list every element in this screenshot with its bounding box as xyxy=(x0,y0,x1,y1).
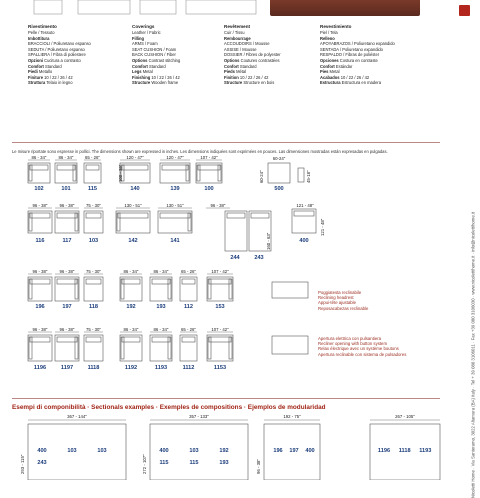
spec-label: Comfort xyxy=(28,63,44,69)
spec-label: Options xyxy=(224,57,240,63)
dimension-label: 86 - 34" xyxy=(123,327,139,332)
module-code: 1192 xyxy=(124,365,138,371)
dimension-label: 96 - 38" xyxy=(32,269,48,274)
module-outline xyxy=(84,163,101,183)
module-armrest xyxy=(188,213,191,231)
spec-label: Options xyxy=(132,57,148,63)
dimension-label: 96 - 38" xyxy=(32,203,48,208)
dimension-label: 75 - 30" xyxy=(86,327,101,332)
spec-value: Métal xyxy=(234,69,247,75)
module-code: 118 xyxy=(88,304,99,310)
module-armrest xyxy=(29,165,32,181)
module-code: 141 xyxy=(170,238,180,244)
module-backrest xyxy=(86,337,101,342)
spec-value: Pelle / Tessuto xyxy=(28,30,55,35)
module-code: 1197 xyxy=(60,365,74,371)
spec-label: Structure xyxy=(224,80,243,86)
module-backrest xyxy=(86,213,101,218)
module-backrest xyxy=(294,211,314,216)
example-width: 192 - 75" xyxy=(283,414,301,419)
module-code: 115 xyxy=(87,186,98,192)
spec-title: Coverings xyxy=(132,24,155,29)
spec-label: Pieds xyxy=(224,69,235,75)
module-outline xyxy=(120,163,150,183)
module-outline xyxy=(28,277,52,301)
spec-label: Finishing xyxy=(132,74,151,80)
module-code: 1193 xyxy=(154,365,168,371)
legend-line: Reposacabezas reclinable xyxy=(318,305,369,311)
recliner-icon-outline xyxy=(272,282,308,298)
dimension-label: 96 - 38" xyxy=(59,327,75,332)
module-code: 400 xyxy=(299,238,309,244)
legend-line: Reclining headrest xyxy=(318,295,354,301)
spec-label: Rembourrage xyxy=(224,35,251,41)
dimension-label: 107 - 42" xyxy=(211,327,229,332)
spec-value: APOYABRAZOS / Poliuretano expandido xyxy=(320,41,395,47)
module-outline xyxy=(116,211,150,233)
module-outline xyxy=(55,163,77,183)
module-outline xyxy=(150,277,172,301)
spec-value: Costura en contraste xyxy=(338,57,378,63)
module-armrest xyxy=(29,337,32,359)
spec-label: Finition xyxy=(224,74,239,80)
spec-value: SEAT CUSHION / Foam xyxy=(132,46,177,52)
spec-value: Piel / Tela xyxy=(320,30,338,35)
spec-value: ACCOUDOIRS / Mousse xyxy=(224,41,270,47)
module-armrest xyxy=(208,279,211,299)
pouf-side-dimension: 60-24" xyxy=(259,170,264,183)
spec-value: ASSISE / Mousse xyxy=(224,46,257,52)
module-backrest xyxy=(198,165,220,170)
dimension-label: 86 - 34" xyxy=(58,155,74,160)
spec-label: Opciones xyxy=(320,57,339,63)
divider-bottom xyxy=(12,398,440,399)
module-code: 1153 xyxy=(213,365,227,371)
spec-label: Finiture xyxy=(28,74,44,80)
example-width: 367 - 144" xyxy=(67,414,87,419)
section-title-examples: Esempi di componibilità · Sectionals examples · Exemples de compositions · Ejemplos de modularidad xyxy=(12,404,326,411)
dimension-label: 65 - 26" xyxy=(85,155,100,160)
module-code: 103 xyxy=(88,238,99,244)
module-code: 196 xyxy=(35,304,45,310)
example-depth: 293 - 115" xyxy=(20,454,25,474)
module-outline xyxy=(180,277,197,301)
example-code: 192 xyxy=(219,448,229,454)
spec-value: BACK CUSHION / Fiber xyxy=(132,52,176,58)
spec-label: Confort xyxy=(320,63,335,69)
spec-label: Pies xyxy=(320,69,329,75)
pouf-outline xyxy=(268,163,290,183)
spec-value: Contrast stitching xyxy=(147,57,181,63)
module-outline xyxy=(28,163,50,183)
side-contact-strip xyxy=(466,211,480,498)
spec-value: Metallo xyxy=(37,69,53,75)
dimension-label: 130 - 51" xyxy=(124,203,142,208)
module-backrest xyxy=(30,213,50,218)
dimension-label: 96 - 38" xyxy=(59,269,75,274)
spec-title: Rivestimento xyxy=(28,24,57,29)
module-outline xyxy=(28,335,52,361)
module-code: 100 xyxy=(204,186,214,192)
spec-value: Structure en bois xyxy=(242,80,275,86)
module-backrest xyxy=(30,165,48,170)
example-code: 115 xyxy=(159,460,169,466)
legend-recliner xyxy=(318,336,406,357)
module-backrest xyxy=(86,279,101,284)
module-backrest xyxy=(152,337,170,342)
module-armrest xyxy=(218,165,221,181)
module-code: 193 xyxy=(156,304,166,310)
module-code: 139 xyxy=(170,186,180,192)
module-code: 140 xyxy=(130,186,140,192)
module-backrest xyxy=(30,337,50,342)
module-code: 1118 xyxy=(87,365,100,371)
legend-headrest xyxy=(318,290,368,311)
spec-label: Legs xyxy=(132,69,142,75)
dimension-label: 107 - 42" xyxy=(200,155,218,160)
module-armrest xyxy=(29,213,32,231)
module-backrest xyxy=(209,337,231,342)
module-backrest xyxy=(227,213,245,218)
dimension-label: 86 - 34" xyxy=(31,155,47,160)
spec-label: Relleno xyxy=(320,35,335,41)
spec-value: 10 / 22 / 26 / 42 xyxy=(339,74,370,80)
depth-label: 100 - 39" xyxy=(118,164,123,182)
spec-value: Telaio in legno xyxy=(45,80,73,86)
spec-value: BRACCIOLI / Poliuretano espanso xyxy=(28,41,91,47)
module-code: 1196 xyxy=(33,365,47,371)
dimension-label: 96 - 38" xyxy=(59,203,75,208)
module-backrest xyxy=(152,279,170,284)
pouf-side-outline xyxy=(298,168,304,182)
spec-value: SPALLIERA / Fibra di poliestere xyxy=(28,52,86,58)
module-code: 192 xyxy=(126,304,136,310)
spec-label: Opzioni xyxy=(28,57,44,63)
module-outline xyxy=(180,335,197,361)
module-outline xyxy=(160,163,190,183)
spec-title: Revêtement xyxy=(224,24,251,29)
module-backrest xyxy=(160,213,190,218)
dimension-label: 86 - 34" xyxy=(153,269,169,274)
spec-label: Acabados xyxy=(320,74,340,80)
dimension-label: 121 - 48" xyxy=(296,203,314,208)
module-armrest xyxy=(168,279,171,299)
module-backrest xyxy=(57,213,77,218)
spec-value: Cuir / Tissu xyxy=(224,30,245,35)
recliner-icon-outline xyxy=(272,336,308,354)
legend-line: Recliner opening with button system xyxy=(318,341,388,347)
example-depth: 272 - 107" xyxy=(142,454,147,474)
spec-label: Estructura xyxy=(320,80,341,86)
side-dimension: 121 - 48" xyxy=(320,218,325,236)
module-code: 243 xyxy=(254,255,264,261)
module-outline xyxy=(55,335,79,361)
spec-title: Revestimiento xyxy=(320,24,352,29)
example-code: 1196 xyxy=(377,448,391,454)
module-backrest xyxy=(30,279,50,284)
legend-line: Poggiatesta reclinabile xyxy=(318,290,362,295)
example-code: 103 xyxy=(97,448,107,454)
module-outline xyxy=(158,211,192,233)
module-armrest xyxy=(75,213,78,231)
dimension-label: 120 - 47" xyxy=(166,155,184,160)
spec-value: Coutures contrastées xyxy=(239,57,280,63)
spec-value: RESPALDO / Fibras de poliéster xyxy=(320,52,380,58)
module-code: 153 xyxy=(215,304,225,310)
spec-value: Standard xyxy=(238,63,257,69)
spec-value: ARMS / Foam xyxy=(132,41,158,47)
module-outline xyxy=(84,277,103,301)
spec-value: Leather / Fabric xyxy=(132,30,161,35)
module-code: 142 xyxy=(128,238,138,244)
module-backrest xyxy=(182,279,195,284)
legend-line: Apertura elettrica con pulsantiera xyxy=(318,336,382,341)
dimensions-note: Le misure riportate sono espresse in pollici. The dimensions shown are expressed in inches. Les dimensions indiquées sont exprimées en pouces. Las dimensiones mostradas están expresadas en pulgadas. xyxy=(12,149,388,154)
dimension-label: 86 - 34" xyxy=(123,269,139,274)
module-armrest xyxy=(197,165,200,181)
dimension-label: 130 - 51" xyxy=(166,203,184,208)
pouf-code: 500 xyxy=(274,186,284,192)
module-code: 116 xyxy=(35,238,45,244)
module-outline xyxy=(120,277,142,301)
spec-value: Estándar xyxy=(334,63,353,69)
module-backrest xyxy=(122,337,140,342)
module-armrest xyxy=(121,337,124,359)
example-code: 1118 xyxy=(398,448,411,454)
spec-label: Struttura xyxy=(28,80,46,86)
module-code: 102 xyxy=(34,186,44,192)
corner-outline xyxy=(292,209,316,233)
spec-value: Standard xyxy=(43,63,62,69)
module-outline xyxy=(55,277,79,301)
module-code: 101 xyxy=(61,186,71,192)
dimension-label: 96 - 38" xyxy=(32,327,48,332)
legend-line: Appui-tête ajustable xyxy=(318,300,356,306)
example-width: 357 - 133" xyxy=(189,414,209,419)
dimension-label: 75 - 30" xyxy=(86,203,101,208)
spec-value: 10 / 22 / 26 / 42 xyxy=(43,74,73,80)
module-code: 117 xyxy=(62,238,72,244)
spec-value: Estructura en madera xyxy=(340,80,381,86)
example-code: 193 xyxy=(219,460,229,466)
example-depth: 96 - 38" xyxy=(256,459,261,474)
module-code: 197 xyxy=(62,304,72,310)
spec-value: 10 / 22 / 26 / 42 xyxy=(150,74,180,80)
module-backrest xyxy=(57,337,77,342)
module-outline xyxy=(28,211,52,233)
module-armrest xyxy=(121,279,124,299)
example-code: 400 xyxy=(37,448,47,454)
module-armrest xyxy=(29,279,32,299)
example-code: 103 xyxy=(189,448,199,454)
module-outline xyxy=(84,335,103,361)
dimension-label: 86 - 34" xyxy=(153,327,169,332)
side-dimension: 160 - 63" xyxy=(266,232,271,250)
side-contact-text: Nicoletti Home · Via Santeramo, 3022 Altamura (BA) Italy · Tel + 39 080 3106011 · Fax +39 080 3106030 · www.nicolettihome.it · info@nicolettihome.it xyxy=(470,211,476,498)
module-armrest xyxy=(117,213,120,231)
dimension-label: 65 - 26" xyxy=(181,269,196,274)
module-backrest xyxy=(57,279,77,284)
module-backrest xyxy=(122,165,148,170)
module-outline xyxy=(84,211,103,233)
module-armrest xyxy=(75,279,78,299)
example-code: 115 xyxy=(189,460,199,466)
spec-label: Structure xyxy=(132,80,151,86)
spec-label: Piedi xyxy=(28,69,38,75)
module-armrest xyxy=(186,165,189,181)
module-outline xyxy=(120,335,142,361)
example-code: 103 xyxy=(67,448,77,454)
example-code: 400 xyxy=(305,448,315,454)
spec-value: Standard xyxy=(147,63,166,69)
pouf-height: 45-18" xyxy=(306,170,311,183)
example-code: 197 xyxy=(289,448,299,454)
spec-value: Wooden frame xyxy=(150,80,179,86)
module-outline xyxy=(55,211,79,233)
spec-value: 10 / 22 / 26 / 42 xyxy=(238,74,269,80)
module-backrest xyxy=(86,165,99,170)
module-backrest xyxy=(57,165,75,170)
module-code: 244 xyxy=(230,255,240,261)
module-code: 112 xyxy=(183,304,194,310)
spec-value: DOSSIER / Fibres de polyester xyxy=(224,52,281,58)
spec-value: Cucitura a contrasto xyxy=(43,57,81,63)
module-backrest xyxy=(182,337,195,342)
dimension-label: 65 - 26" xyxy=(181,327,196,332)
module-armrest xyxy=(229,279,232,299)
dimension-label: 96 - 38" xyxy=(210,203,226,208)
module-backrest xyxy=(118,213,148,218)
module-armrest xyxy=(229,337,232,359)
chaise-outline xyxy=(225,211,247,251)
dimension-label: 107 - 42" xyxy=(211,269,229,274)
module-outline xyxy=(150,335,172,361)
module-backrest xyxy=(122,279,140,284)
pouf-dimension: 60-24" xyxy=(272,156,286,161)
spec-label: Comfort xyxy=(132,63,148,69)
dimension-label: 120 - 47" xyxy=(126,155,144,160)
spec-value: SENTADA / Poliuretano expandido xyxy=(320,46,383,52)
module-armrest xyxy=(208,337,211,359)
spec-value: Metal xyxy=(328,69,340,75)
module-code: 1112 xyxy=(182,365,195,371)
legend-line: Apertura reclinable con sistema de pulsadores xyxy=(318,351,407,357)
module-armrest xyxy=(73,165,76,181)
dimension-label: 75 - 30" xyxy=(86,269,101,274)
example-code: 400 xyxy=(159,448,169,454)
module-armrest xyxy=(75,337,78,359)
example-code: 196 xyxy=(273,448,283,454)
spec-label: Confort xyxy=(224,63,239,69)
example-width: 267 - 105" xyxy=(395,414,415,419)
module-backrest xyxy=(251,213,269,218)
example-code: 243 xyxy=(37,460,47,466)
spec-label: Imbottitura xyxy=(28,35,50,41)
legend-line: Relax électrique avec un système boutons xyxy=(318,346,399,352)
example-code: 1193 xyxy=(419,448,432,454)
module-backrest xyxy=(209,279,231,284)
module-armrest xyxy=(168,337,171,359)
module-backrest xyxy=(162,165,188,170)
spec-label: Filling xyxy=(132,35,145,41)
spec-value: Metal xyxy=(141,69,153,75)
spec-value: SEDUTA / Poliuretano espanso xyxy=(28,46,85,52)
